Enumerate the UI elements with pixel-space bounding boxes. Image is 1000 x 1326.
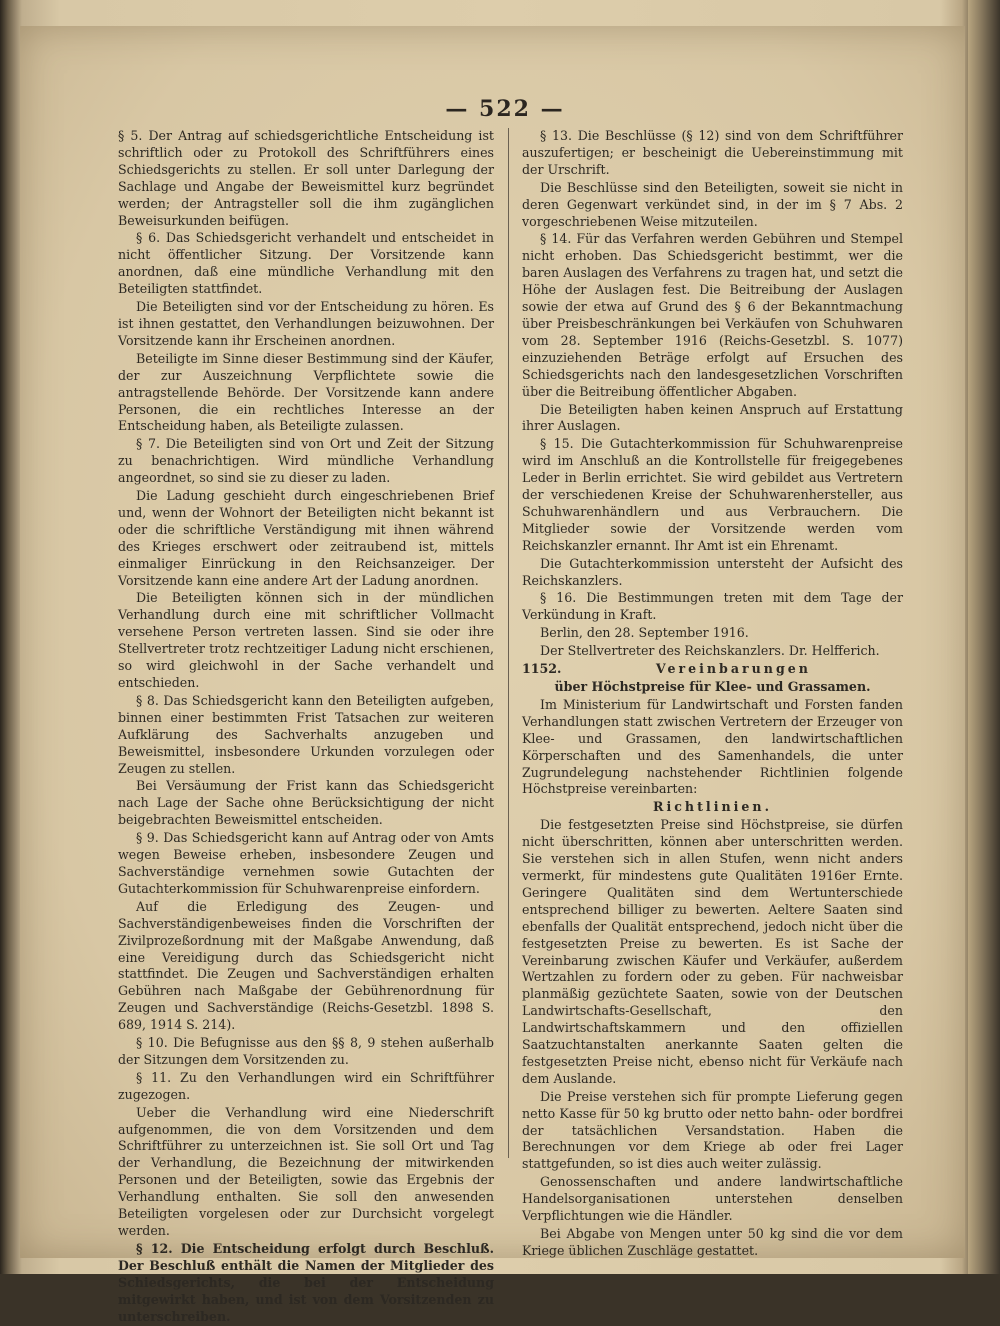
paragraph: § 14. Für das Verfahren werden Gebühren und Stempel nicht erhoben. Das Schiedsgericht bestimmt, wer die baren Auslagen des Verfahrens zu tragen hat, und setzt die Höhe der Auslagen fest. Die Beitreibung der Auslagen sowie der etwa auf Grund des § 6 der Bekanntmachung über Preisbeschränkungen bei Verkäufen von Schuhwaren vom 28. September 1916 (Reichs-Gesetzbl. S. 1077) einzuziehenden Beträge erfolgt auf Ersuchen des Schiedsgerichts nach den landesgesetzlichen Vorschriften über die Beitreibung öffentlicher Abgaben. [522, 231, 903, 399]
paragraph: Die festgesetzten Preise sind Höchstpreise, sie dürfen nicht überschritten, können aber unterschritten werden. Sie verstehen sich in allen Stufen, wenn nicht anders vermerkt, für mindestens gute Qualitäten 1916er Ernte. Geringere Qualitäten sind dem Wertunterschiede entsprechend billiger zu bewerten. Aeltere Saaten sind ebenfalls der Qualität entsprechend, jedoch nicht über die festgesetzten Preise zu bewerten. Es ist Sache der Vereinbarung zwischen Käufer und Verkäufer, außerdem Wertzahlen zu fordern oder zu geben. Für nachweisbar planmäßig gezüchtete Saaten, sowie von der Deutschen Landwirtschafts-Gesellschaft, den Landwirtschaftskammern und den offiziellen Saatzuchtanstalten anerkannte Saaten gelten die festgesetzten Preise nicht, ebenso nicht für Verkäufe nach dem Auslande. [522, 817, 903, 1086]
paragraph: Die Preise verstehen sich für prompte Lieferung gegen netto Kasse für 50 kg brutto oder netto bahn- oder bordfrei der tatsächlichen Versandstation. Haben die Berechnungen vor dem Kriege ab oder frei Lager stattgefunden, so ist dies auch weiter zulässig. [522, 1088, 903, 1172]
paragraph: § 9. Das Schiedsgericht kann auf Antrag oder von Amts wegen Beweise erheben, insbesondere Zeugen und Sachverständige vernehmen sowie Gutachten der Gutachterkommission für Schuhwarenpreise einfordern. [118, 830, 494, 896]
paragraph: Bei Versäumung der Frist kann das Schiedsgericht nach Lage der Sache ohne Berücksichtigung der nicht beigebrachten Beweismittel entscheiden. [118, 778, 494, 828]
book-binding [968, 0, 1000, 1274]
column-divider [508, 128, 509, 1158]
page-number: — 522 — [445, 96, 565, 122]
paragraph: Die Beteiligten können sich in der mündlichen Verhandlung durch eine mit schriftlicher Vollmacht versehene Person vertreten lassen. Sind sie oder ihre Stellvertreter trotz rechtzeitiger Ladung nicht erschienen, so wird gleichwohl in der Sache verhandelt und entschieden. [118, 590, 494, 690]
paragraph: Die Ladung geschieht durch eingeschriebenen Brief und, wenn der Wohnort der Beteiligten nicht bekannt ist oder die schriftliche Verständigung mit ihnen während des Krieges erschwert oder zeitraubend ist, mittels einmaliger Einrückung in den Reichsanzeiger. Der Vorsitzende kann eine andere Art der Ladung anordnen. [118, 488, 494, 588]
paragraph: § 11. Zu den Verhandlungen wird ein Schriftführer zugezogen. [118, 1069, 494, 1102]
paragraph: Auf die Erledigung des Zeugen- und Sachverständigenbeweises finden die Vorschriften der Zivilprozeßordnung mit der Maßgabe Anwendung, daß eine Vereidigung durch das Schiedsgericht nicht stattfindet. Die Zeugen und Sachverständigen erhalten Gebühren nach Maßgabe der Gebührenordnung für Zeugen und Sachverständige (Reichs-Gesetzbl. 1898 S. 689, 1914 S. 214). [118, 898, 494, 1033]
paragraph: Die Beteiligten haben keinen Anspruch auf Erstattung ihrer Auslagen. [522, 401, 903, 434]
paragraph: § 8. Das Schiedsgericht kann den Beteiligten aufgeben, binnen einer bestimmten Frist Tatsachen zur weiteren Aufklärung des Sachverhalts anzugeben und Beweismittel, insbesondere Urkunden vorzulegen oder Zeugen zu stellen. [118, 692, 494, 776]
paragraph: § 7. Die Beteiligten sind von Ort und Zeit der Sitzung zu benachrichtigen. Wird mündliche Verhandlung angeordnet, so sind sie zu dieser zu laden. [118, 436, 494, 486]
guidelines-title: Richtlinien. [653, 799, 772, 815]
right-column [522, 128, 903, 1261]
paragraph: § 10. Die Befugnisse aus den §§ 8, 9 stehen außerhalb der Sitzungen dem Vorsitzenden zu. [118, 1035, 494, 1067]
paragraph: § 12. Die Entscheidung erfolgt durch Beschluß. Der Beschluß enthält die Namen der Mitglieder des Schiedsgerichts, die bei der Entscheidung mitgewirkt haben, und ist von dem Vorsitzenden zu unterschreiben. [118, 1240, 494, 1324]
section-heading [522, 661, 903, 678]
left-column [118, 128, 494, 1326]
paragraph: § 5. Der Antrag auf schiedsgerichtliche Entscheidung ist schriftlich oder zu Protokoll des Schriftführers eines Schiedsgerichts zu stellen. Er soll unter Darlegung der Sachlage und Angabe der Beweismittel kurz begründet werden; der Antragsteller soll die ihm zugänglichen Beweisurkunden beifügen. [118, 128, 494, 228]
paragraph: Die Gutachterkommission untersteht der Aufsicht des Reichskanzlers. [522, 555, 903, 588]
paragraph: Beteiligte im Sinne dieser Bestimmung sind der Käufer, der zur Auszeichnung Verpflichtete sowie die antragstellende Behörde. Der Vorsitzende kann andere Personen, die ein rechtliches Interesse an der Entscheidung haben, als Beteiligte zulassen. [118, 350, 494, 434]
paragraph: § 15. Die Gutachterkommission für Schuhwarenpreise wird im Anschluß an die Kontrollstelle für freigegebenes Leder in Berlin errichtet. Sie wird gebildet aus Vertretern der verschiedenen Kreise der Schuhwarenhersteller, aus Schuhwarenhändlern und aus Verbrauchern. Die Mitglieder sowie der Vorsitzende werden vom Reichskanzler ernannt. Ihr Amt ist ein Ehrenamt. [522, 436, 903, 553]
paragraph: § 13. Die Beschlüsse (§ 12) sind von dem Schriftführer auszufertigen; er bescheinigt die Uebereinstimmung mit der Urschrift. [522, 128, 903, 177]
paragraph: § 16. Die Bestimmungen treten mit dem Tage der Verkündung in Kraft. [522, 590, 903, 623]
paragraph: Die Beschlüsse sind den Beteiligten, soweit sie nicht in deren Gegenwart verkündet sind, in der im § 7 Abs. 2 vorgeschriebenen Weise mitzuteilen. [522, 179, 903, 229]
paragraph: Die Beteiligten sind vor der Entscheidung zu hören. Es ist ihnen gestattet, den Verhandlungen beizuwohnen. Der Vorsitzende kann ihr Erscheinen anordnen. [118, 299, 494, 348]
section-number: 1152. [522, 661, 562, 677]
signature-place-date: Berlin, den 28. September 1916. [540, 625, 749, 641]
signature: Der Stellvertreter des Reichskanzlers. Dr. Helfferich. [540, 643, 880, 659]
paragraph: Bei Abgabe von Mengen unter 50 kg sind die vor dem Kriege üblichen Zuschläge gestattet. [522, 1226, 903, 1258]
section-title: Vereinbarungen [655, 661, 811, 677]
paragraph: § 6. Das Schiedsgericht verhandelt und entscheidet in nicht öffentlicher Sitzung. Der Vorsitzende kann anordnen, daß eine mündliche Verhandlung mit den Beteiligten stattfindet. [118, 230, 494, 297]
section-intro: Im Ministerium für Landwirtschaft und Forsten fanden Verhandlungen statt zwischen Vertretern der Erzeuger von Klee- und Grassamen, den landwirtschaftlichen Körperschaften und des Samenhandels, die unter Zugrundelegung nachstehender Richtlinien folgende Höchstpreise vereinbarten: [522, 696, 903, 797]
section-subtitle: über Höchstpreise für Klee- und Grassamen. [554, 679, 871, 694]
paragraph: Ueber die Verhandlung wird eine Niederschrift aufgenommen, die von dem Vorsitzenden und dem Schriftführer zu unterzeichnen ist. Sie soll Ort und Tag der Verhandlung, die Bezeichnung der mitwirkenden Personen und der Beteiligten, sowie das Ergebnis der Verhandlung enthalten. Sie soll den anwesenden Beteiligten vorgelesen oder zur Durchsicht vorgelegt werden. [118, 1104, 494, 1238]
paragraph: Genossenschaften und andere landwirtschaftliche Handelsorganisationen unterstehen denselben Verpflichtungen wie die Händler. [522, 1174, 903, 1224]
